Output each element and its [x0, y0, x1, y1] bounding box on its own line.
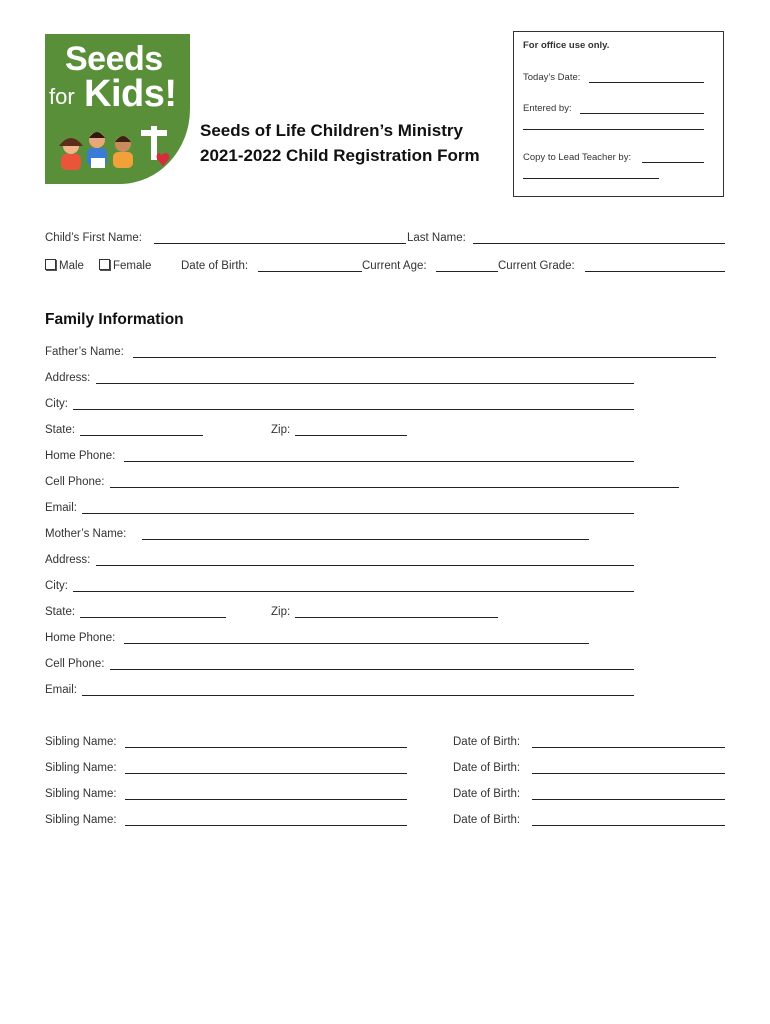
logo-text-kids: Kids!: [84, 73, 177, 115]
current-grade-field[interactable]: [585, 271, 725, 272]
sibling-2-dob-label: Date of Birth:: [453, 762, 521, 774]
sibling-4-dob-field[interactable]: [532, 825, 725, 826]
copy-to-teacher-label: Copy to Lead Teacher by:: [523, 152, 632, 163]
mother-address-label: Address:: [45, 554, 91, 566]
entered-by-line-2[interactable]: [523, 129, 704, 130]
father-zip-field[interactable]: [295, 435, 407, 436]
child-first-name-field[interactable]: [154, 243, 406, 244]
male-label: Male: [59, 260, 84, 272]
mother-name-field[interactable]: [142, 539, 589, 540]
sibling-4-name-label: Sibling Name:: [45, 814, 117, 826]
mother-email-field[interactable]: [82, 695, 634, 696]
mother-state-label: State:: [45, 606, 76, 618]
child-dob-label: Date of Birth:: [181, 260, 249, 272]
sibling-2-name-label: Sibling Name:: [45, 762, 117, 774]
office-use-box: [513, 31, 724, 197]
father-city-field[interactable]: [73, 409, 634, 410]
sibling-4-name-field[interactable]: [125, 825, 407, 826]
sibling-3-name-label: Sibling Name:: [45, 788, 117, 800]
copy-to-teacher-line-2[interactable]: [523, 178, 659, 179]
sibling-4-dob-label: Date of Birth:: [453, 814, 521, 826]
father-state-field[interactable]: [80, 435, 203, 436]
mother-cell-phone-label: Cell Phone:: [45, 658, 105, 670]
mother-email-label: Email:: [45, 684, 77, 696]
entered-by-line[interactable]: [580, 113, 704, 114]
father-city-label: City:: [45, 398, 68, 410]
father-cell-phone-label: Cell Phone:: [45, 476, 105, 488]
sibling-1-name-field[interactable]: [125, 747, 407, 748]
father-state-label: State:: [45, 424, 76, 436]
sibling-3-name-field[interactable]: [125, 799, 407, 800]
father-home-phone-label: Home Phone:: [45, 450, 116, 462]
mother-name-label: Mother’s Name:: [45, 528, 127, 540]
children-illustration-icon: [51, 126, 181, 182]
entered-by-label: Entered by:: [523, 103, 572, 114]
father-address-field[interactable]: [96, 383, 634, 384]
male-option[interactable]: [45, 259, 84, 273]
mother-home-phone-field[interactable]: [124, 643, 589, 644]
father-name-label: Father’s Name:: [45, 346, 124, 358]
sibling-1-dob-field[interactable]: [532, 747, 725, 748]
mother-zip-label: Zip:: [271, 606, 291, 618]
copy-to-teacher-line[interactable]: [642, 162, 704, 163]
logo-text-for: for: [49, 84, 75, 109]
sibling-2-dob-field[interactable]: [532, 773, 725, 774]
logo-text-seeds: Seeds: [65, 40, 163, 78]
mother-address-field[interactable]: [96, 565, 634, 566]
male-checkbox[interactable]: [45, 259, 56, 270]
seeds-for-kids-logo: [45, 34, 190, 184]
father-name-field[interactable]: [133, 357, 716, 358]
father-email-label: Email:: [45, 502, 77, 514]
last-name-label: Last Name:: [407, 232, 466, 244]
ministry-title: Seeds of Life Children’s Ministry: [200, 121, 463, 140]
mother-state-field[interactable]: [80, 617, 226, 618]
office-use-heading: For office use only.: [523, 40, 610, 51]
mother-city-field[interactable]: [73, 591, 634, 592]
mother-home-phone-label: Home Phone:: [45, 632, 116, 644]
todays-date-label: Today’s Date:: [523, 72, 581, 83]
female-label: Female: [113, 260, 152, 272]
form-title: 2021-2022 Child Registration Form: [200, 146, 480, 165]
last-name-field[interactable]: [473, 243, 725, 244]
mother-city-label: City:: [45, 580, 68, 592]
current-age-field[interactable]: [436, 271, 498, 272]
sibling-1-dob-label: Date of Birth:: [453, 736, 521, 748]
father-home-phone-field[interactable]: [124, 461, 634, 462]
child-dob-field[interactable]: [258, 271, 362, 272]
child-first-name-label: Child’s First Name:: [45, 232, 142, 244]
father-cell-phone-field[interactable]: [110, 487, 679, 488]
mother-cell-phone-field[interactable]: [110, 669, 634, 670]
sibling-3-dob-field[interactable]: [532, 799, 725, 800]
sibling-2-name-field[interactable]: [125, 773, 407, 774]
female-option[interactable]: [99, 259, 151, 273]
sibling-1-name-label: Sibling Name:: [45, 736, 117, 748]
current-grade-label: Current Grade:: [498, 260, 575, 272]
todays-date-line[interactable]: [589, 82, 704, 83]
father-zip-label: Zip:: [271, 424, 291, 436]
sibling-3-dob-label: Date of Birth:: [453, 788, 521, 800]
mother-zip-field[interactable]: [295, 617, 498, 618]
female-checkbox[interactable]: [99, 259, 110, 270]
current-age-label: Current Age:: [362, 260, 427, 272]
family-information-heading: Family Information: [45, 311, 184, 328]
father-address-label: Address:: [45, 372, 91, 384]
father-email-field[interactable]: [82, 513, 634, 514]
